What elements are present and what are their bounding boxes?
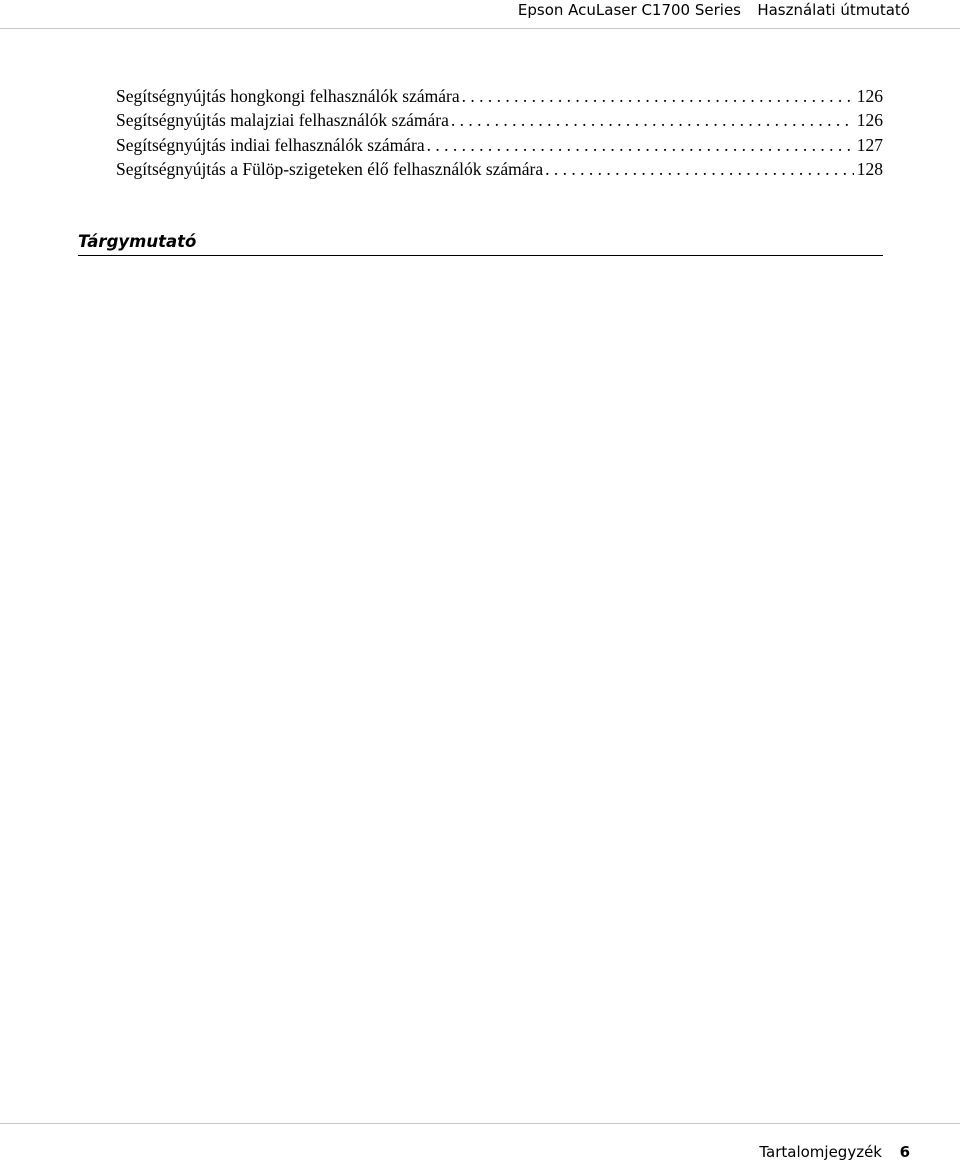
chapter-heading[interactable] bbox=[78, 229, 883, 256]
toc-entry-page: 127 bbox=[856, 134, 883, 155]
toc-entry-page: 128 bbox=[856, 158, 883, 179]
toc-entry-page: 126 bbox=[856, 110, 883, 131]
toc-entry[interactable] bbox=[116, 133, 883, 157]
dot-leader bbox=[425, 133, 854, 157]
toc-entry-title: Segítségnyújtás a Fülöp-szigeteken élő felhasználók számára bbox=[116, 158, 544, 179]
page-header bbox=[0, 0, 960, 29]
toc-entry[interactable] bbox=[116, 84, 883, 108]
dot-leader bbox=[543, 157, 854, 181]
dot-leader bbox=[460, 84, 854, 108]
page-footer bbox=[0, 1123, 960, 1166]
toc-entry-title: Segítségnyújtás hongkongi felhasználók számára bbox=[116, 86, 460, 106]
header-section-title: Használati útmutató bbox=[757, 1, 910, 19]
toc-entry[interactable] bbox=[116, 108, 883, 132]
chapter-title: Tárgymutató bbox=[78, 232, 197, 251]
toc-entry-title: Segítségnyújtás malajziai felhasználók számára bbox=[116, 110, 449, 131]
toc-entry-title: Segítségnyújtás indiai felhasználók számára bbox=[116, 134, 425, 155]
page-number: 6 bbox=[899, 1143, 910, 1161]
toc-entry-page: 126 bbox=[856, 86, 883, 106]
footer-section-title: Tartalomjegyzék bbox=[759, 1143, 882, 1161]
table-of-contents bbox=[116, 84, 883, 181]
document-title: Epson AcuLaser C1700 Series bbox=[517, 1, 741, 19]
dot-leader bbox=[449, 108, 854, 132]
toc-entry[interactable] bbox=[116, 157, 883, 181]
